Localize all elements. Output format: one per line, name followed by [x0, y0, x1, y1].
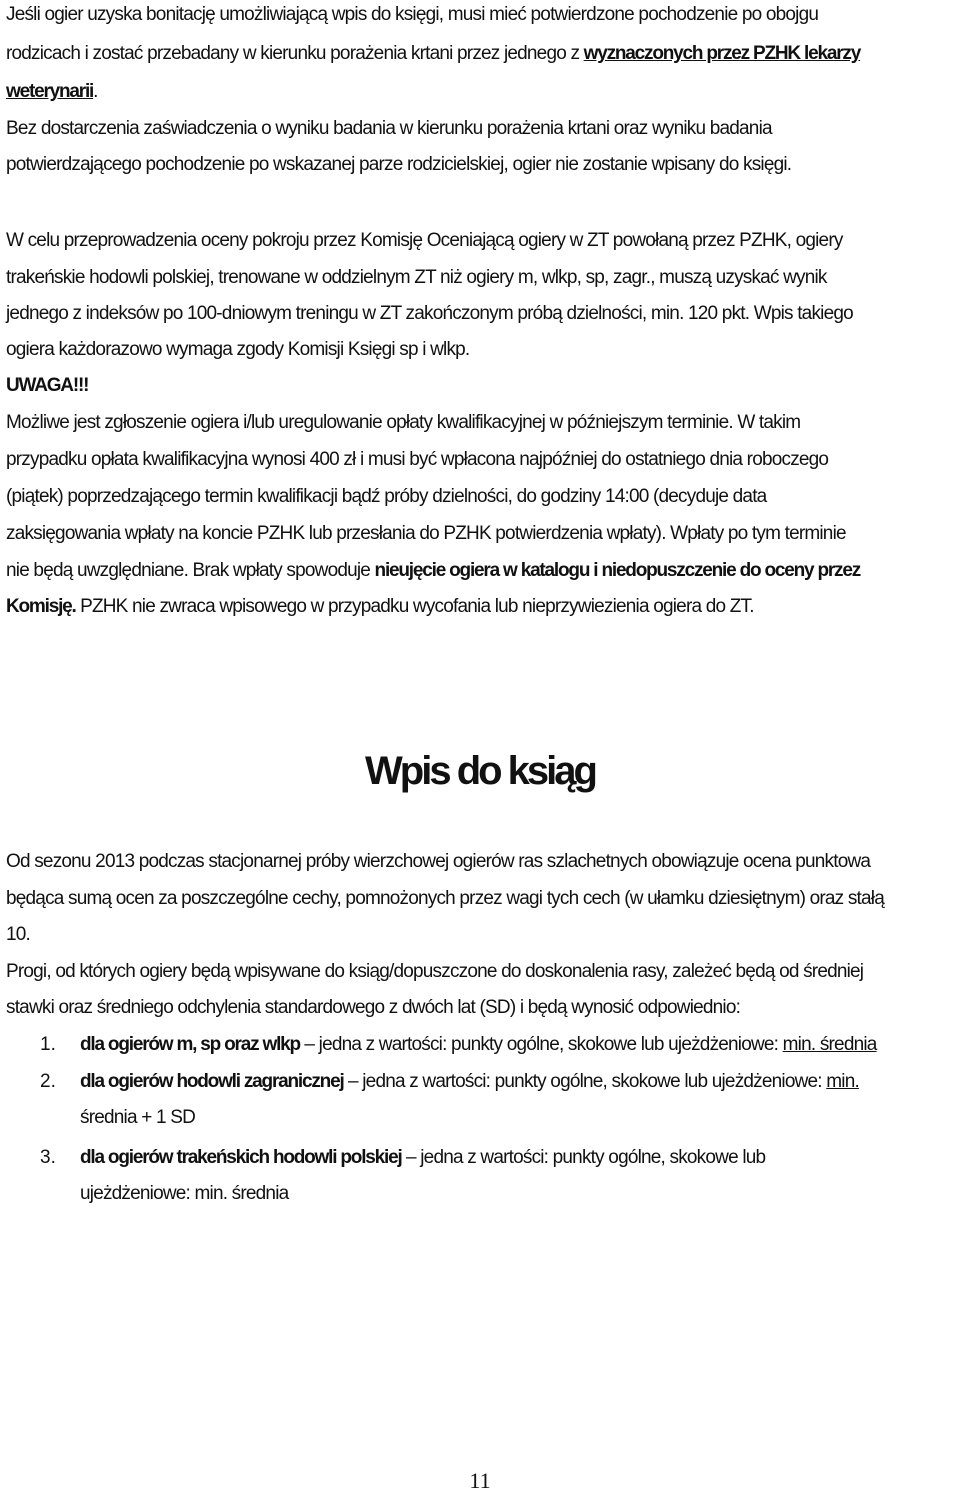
paragraph-5-line-2: będąca sumą ocen za poszczególne cechy, pomnożonych przez wagi tych cech (w ułamku dziesiętnym) oraz stałą	[6, 888, 884, 909]
paragraph-4-text: nie będą uwzględniane. Brak wpłaty spowoduje	[6, 560, 375, 581]
list-item-2-continued: średnia + 1 SD	[80, 1107, 196, 1128]
paragraph-4-line-1: Możliwe jest zgłoszenie ogiera i/lub uregulowanie opłaty kwalifikacyjnej w późniejszym terminie. W takim	[6, 412, 801, 433]
list-item-3-bold: dla ogierów trakeńskich hodowli polskiej	[80, 1147, 402, 1168]
paragraph-2-line-2: potwierdzającego pochodzenie po wskazanej parze rodzicielskiej, ogier nie zostanie wpisany do księgi.	[6, 154, 792, 175]
list-item-1	[80, 1032, 877, 1058]
paragraph-3-line-1: W celu przeprowadzenia oceny pokroju przez Komisję Oceniającą ogiery w ZT powołaną przez PZHK, ogiery	[6, 230, 843, 251]
paragraph-1-line-1: Jeśli ogier uzyska bonitację umożliwiającą wpis do księgi, musi mieć potwierdzone pochodzenie po obojgu	[6, 4, 819, 25]
list-item-2	[80, 1069, 859, 1095]
list-item-1-text: – jedna z wartości: punkty ogólne, skokowe lub ujeżdżeniowe:	[299, 1034, 783, 1055]
list-item-2-number: 2.	[40, 1071, 56, 1092]
paragraph-3-line-4: ogiera każdorazowo wymaga zgody Komisji Księgi sp i wlkp.	[6, 339, 470, 360]
paragraph-1-line-3	[6, 79, 98, 105]
vets-link[interactable]: wyznaczonych przez PZHK lekarzy	[583, 43, 861, 64]
paragraph-4-line-5	[6, 558, 860, 584]
paragraph-4-line-3: (piątek) poprzedzającego termin kwalifikacji bądź próby dzielności, do godziny 14:00 (decyduje data	[6, 486, 767, 507]
page-number: 11	[469, 1468, 491, 1493]
vets-link-continued[interactable]: weterynarii	[6, 81, 94, 102]
list-item-1-bold: dla ogierów m, sp oraz wlkp	[80, 1034, 300, 1055]
paragraph-1-line-2	[6, 41, 860, 67]
paragraph-4-bold-cont: Komisję.	[6, 596, 76, 617]
list-item-1-underline: min. średnia	[782, 1034, 877, 1055]
list-item-1-number: 1.	[40, 1034, 56, 1055]
uwaga-label: UWAGA!!!	[6, 375, 89, 396]
list-item-3-text: – jedna z wartości: punkty ogólne, skokowe lub	[401, 1147, 766, 1168]
paragraph-3-line-2: trakeńskie hodowli polskiej, trenowane w oddzielnym ZT niż ogiery m, wlkp, sp, zagr., muszą uzyskać wynik	[6, 267, 827, 288]
paragraph-4-line-2: przypadku opłata kwalifikacyjna wynosi 400 zł i musi być wpłacona najpóźniej do ostatniego dnia roboczego	[6, 449, 829, 470]
list-item-3	[80, 1145, 765, 1171]
paragraph-6-line-1: Progi, od których ogiery będą wpisywane do ksiąg/dopuszczone do doskonalenia rasy, zależeć będą od średniej	[6, 961, 864, 982]
list-item-2-bold: dla ogierów hodowli zagranicznej	[80, 1071, 344, 1092]
paragraph-4-line-4: zaksięgowania wpłaty na koncie PZHK lub przesłania do PZHK potwierdzenia wpłaty). Wpłaty po tym terminie	[6, 523, 846, 544]
paragraph-4-bold: nieujęcie ogiera w katalogu i niedopuszczenie do oceny przez	[374, 560, 861, 581]
paragraph-2-line-1: Bez dostarczenia zaświadczenia o wyniku badania w kierunku porażenia krtani oraz wyniku badania	[6, 118, 772, 139]
paragraph-1-end: .	[93, 81, 98, 102]
paragraph-6-line-2: stawki oraz średniego odchylenia standardowego z dwóch lat (SD) i będą wynosić odpowiednio:	[6, 997, 741, 1018]
paragraph-4-text-end: PZHK nie zwraca wpisowego w przypadku wycofania lub nieprzywiezienia ogiera do ZT.	[75, 596, 754, 617]
list-item-3-number: 3.	[40, 1147, 56, 1168]
list-item-2-underline: min.	[826, 1071, 859, 1092]
list-item-3-continued: ujeżdżeniowe: min. średnia	[80, 1183, 289, 1204]
list-item-2-text: – jedna z wartości: punkty ogólne, skokowe lub ujeżdżeniowe:	[343, 1071, 827, 1092]
paragraph-3-line-3: jednego z indeksów po 100-dniowym treningu w ZT zakończonym próbą dzielności, min. 120 pkt. Wpis takiego	[6, 303, 853, 324]
paragraph-5-line-1: Od sezonu 2013 podczas stacjonarnej próby wierzchowej ogierów ras szlachetnych obowiązuje ocena punktowa	[6, 851, 871, 872]
paragraph-5-line-3: 10.	[6, 924, 31, 945]
section-heading: Wpis do ksiąg	[365, 749, 595, 793]
paragraph-1-text: rodzicach i zostać przebadany w kierunku porażenia krtani przez jednego z	[6, 43, 584, 64]
paragraph-4-line-6	[6, 594, 754, 620]
